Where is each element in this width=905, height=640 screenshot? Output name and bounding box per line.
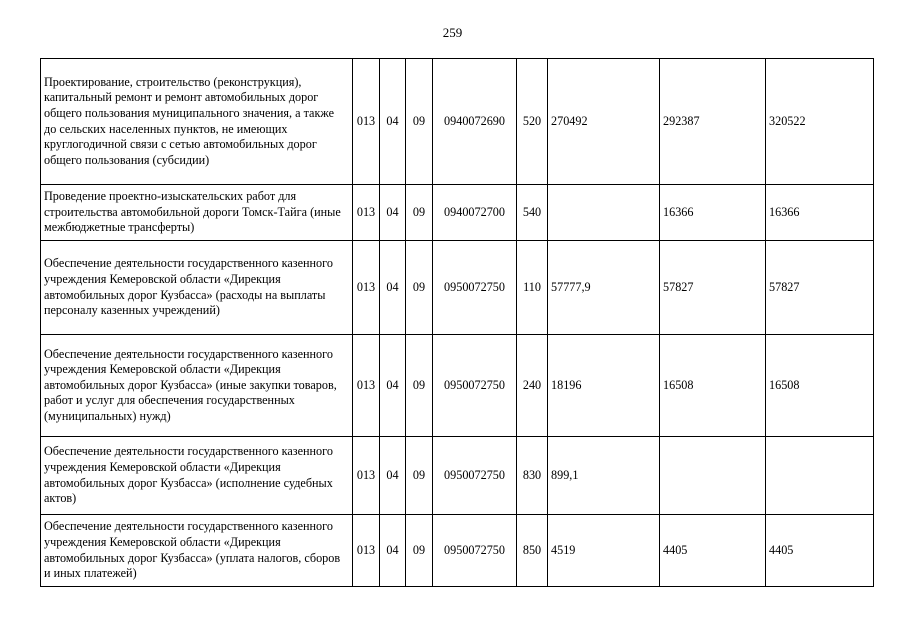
amount-year-3: 320522 (766, 59, 874, 185)
ministry-code: 013 (353, 241, 380, 335)
expense-type-code: 850 (517, 515, 548, 587)
ministry-code: 013 (353, 515, 380, 587)
section-code: 04 (380, 241, 406, 335)
subsection-code: 09 (406, 59, 433, 185)
table-row (41, 437, 874, 515)
section-code: 04 (380, 185, 406, 241)
table-row (41, 59, 874, 185)
row-description: Обеспечение деятельности государственного казенного учреждения Кемеровской области «Дирекция автомобильных дорог Кузбасса» (уплата налогов, сборов и иных платежей) (41, 515, 353, 587)
amount-year-3: 57827 (766, 241, 874, 335)
amount-year-1: 18196 (548, 335, 660, 437)
section-code: 04 (380, 515, 406, 587)
page-number: 259 (442, 25, 463, 40)
target-article-code: 0950072750 (433, 335, 517, 437)
subsection-code: 09 (406, 437, 433, 515)
row-description: Проведение проектно-изыскательских работ для строительства автомобильной дороги Томск-Тайга (иные межбюджетные трансферты) (41, 185, 353, 241)
amount-year-1 (548, 185, 660, 241)
expense-type-code: 520 (517, 59, 548, 185)
table-row (41, 241, 874, 335)
subsection-code: 09 (406, 515, 433, 587)
target-article-code: 0940072700 (433, 185, 517, 241)
budget-table (40, 58, 874, 587)
expense-type-code: 540 (517, 185, 548, 241)
expense-type-code: 830 (517, 437, 548, 515)
subsection-code: 09 (406, 335, 433, 437)
amount-year-1: 270492 (548, 59, 660, 185)
expense-type-code: 110 (517, 241, 548, 335)
expense-type-code: 240 (517, 335, 548, 437)
row-description: Проектирование, строительство (реконструкция), капитальный ремонт и ремонт автомобильных дорог общего пользования муниципального значения, а также до сельских населенных пунктов, не имеющих круглогодичной связи с сетью автомобильных дорог общего пользования (субсидии) (41, 59, 353, 185)
section-code: 04 (380, 59, 406, 185)
amount-year-2: 292387 (660, 59, 766, 185)
section-code: 04 (380, 335, 406, 437)
ministry-code: 013 (353, 335, 380, 437)
table-row (41, 335, 874, 437)
section-code: 04 (380, 437, 406, 515)
table-row (41, 515, 874, 587)
ministry-code: 013 (353, 437, 380, 515)
table-row (41, 185, 874, 241)
amount-year-2 (660, 437, 766, 515)
subsection-code: 09 (406, 241, 433, 335)
ministry-code: 013 (353, 59, 380, 185)
amount-year-3: 16366 (766, 185, 874, 241)
subsection-code: 09 (406, 185, 433, 241)
target-article-code: 0940072690 (433, 59, 517, 185)
amount-year-3: 4405 (766, 515, 874, 587)
amount-year-3: 16508 (766, 335, 874, 437)
row-description: Обеспечение деятельности государственного казенного учреждения Кемеровской области «Дирекция автомобильных дорог Кузбасса» (иные закупки товаров, работ и услуг для обеспечения государственных (муниципальных) нужд) (41, 335, 353, 437)
row-description: Обеспечение деятельности государственного казенного учреждения Кемеровской области «Дирекция автомобильных дорог Кузбасса» (исполнение судебных актов) (41, 437, 353, 515)
amount-year-1: 4519 (548, 515, 660, 587)
amount-year-2: 4405 (660, 515, 766, 587)
target-article-code: 0950072750 (433, 437, 517, 515)
amount-year-2: 16366 (660, 185, 766, 241)
amount-year-2: 57827 (660, 241, 766, 335)
amount-year-3 (766, 437, 874, 515)
target-article-code: 0950072750 (433, 241, 517, 335)
amount-year-2: 16508 (660, 335, 766, 437)
row-description: Обеспечение деятельности государственного казенного учреждения Кемеровской области «Дирекция автомобильных дорог Кузбасса» (расходы на выплаты персоналу казенных учреждений) (41, 241, 353, 335)
target-article-code: 0950072750 (433, 515, 517, 587)
ministry-code: 013 (353, 185, 380, 241)
amount-year-1: 57777,9 (548, 241, 660, 335)
amount-year-1: 899,1 (548, 437, 660, 515)
